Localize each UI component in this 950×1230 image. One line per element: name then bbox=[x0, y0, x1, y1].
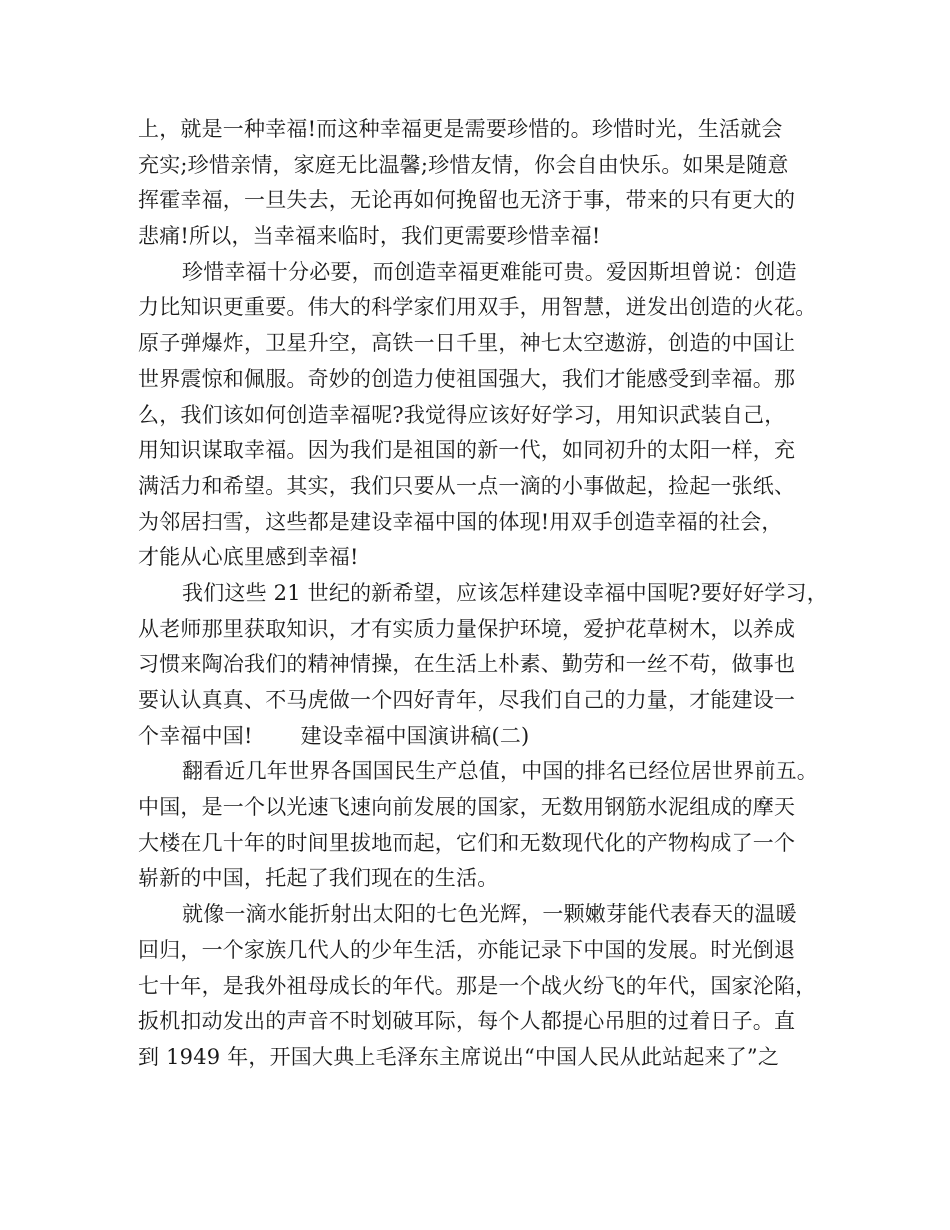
text-line bbox=[138, 719, 828, 755]
document-body bbox=[138, 112, 828, 1076]
text-line: 珍惜幸福十分必要，而创造幸福更难能可贵。爱因斯坦曾说：创造 bbox=[182, 259, 797, 284]
paragraph bbox=[138, 897, 828, 1075]
paragraph bbox=[138, 255, 828, 576]
text-line: 原子弹爆炸，卫星升空，高铁一日千里，神七太空遨游，创造的中国让 bbox=[138, 331, 796, 356]
text-line: 大楼在几十年的时间里拔地而起，它们和无数现代化的产物构成了一个 bbox=[138, 830, 796, 855]
text-line: 翻看近几年世界各国国民生产总值，中国的排名已经位居世界前五。 bbox=[182, 759, 818, 784]
paragraph bbox=[138, 754, 828, 897]
text-line: 挥霍幸福，一旦失去，无论再如何挽留也无济于事，带来的只有更大的 bbox=[138, 188, 796, 213]
text-line: 力比知识更重要。伟大的科学家们用双手，用智慧，迸发出创造的火花。 bbox=[138, 295, 817, 320]
text-line: 充实;珍惜亲情，家庭无比温馨;珍惜友情，你会自由快乐。如果是随意 bbox=[138, 152, 789, 177]
text-line: 习惯来陶冶我们的精神情操，在生活上朴素、勤劳和一丝不苟，做事也 bbox=[138, 652, 796, 677]
paragraph-ending: 个幸福中国! bbox=[138, 723, 253, 748]
text-line: 么，我们该如何创造幸福呢?我觉得应该好好学习，用知识武装自己， bbox=[138, 402, 786, 427]
text-line: 从老师那里获取知识，才有实质力量保护环境，爱护花草树木，以养成 bbox=[138, 616, 796, 641]
text-line: 用知识谋取幸福。因为我们是祖国的新一代，如同初升的太阳一样，充 bbox=[138, 438, 796, 463]
text-line: 崭新的中国，托起了我们现在的生活。 bbox=[138, 866, 499, 891]
text-line: 世界震惊和佩服。奇妙的创造力使祖国强大，我们才能感受到幸福。那 bbox=[138, 366, 796, 391]
text-line: 回归，一个家族几代人的少年生活，亦能记录下中国的发展。时光倒退 bbox=[138, 937, 796, 962]
paragraph bbox=[138, 112, 828, 255]
text-line: 上，就是一种幸福!而这种幸福更是需要珍惜的。珍惜时光，生活就会 bbox=[138, 117, 783, 141]
text-line: 才能从心底里感到幸福! bbox=[138, 545, 359, 570]
text-line: 满活力和希望。其实，我们只要从一点一滴的小事做起，捡起一张纸、 bbox=[138, 473, 796, 498]
text-line: 我们这些 21 世纪的新希望，应该怎样建设幸福中国呢?要好好学习， bbox=[182, 580, 828, 605]
text-line: 就像一滴水能折射出太阳的七色光辉，一颗嫩芽能代表春天的温暖 bbox=[182, 902, 797, 927]
text-line: 到 1949 年，开国大典上毛泽东主席说出“中国人民从此站起来了”之 bbox=[138, 1044, 780, 1069]
text-line: 中国，是一个以光速飞速向前发展的国家，无数用钢筋水泥组成的摩天 bbox=[138, 795, 796, 820]
text-line: 为邻居扫雪，这些都是建设幸福中国的体现!用双手创造幸福的社会， bbox=[138, 509, 783, 534]
text-line: 悲痛!所以，当幸福来临时，我们更需要珍惜幸福! bbox=[138, 224, 601, 249]
text-line: 要认认真真、不马虎做一个四好青年，尽我们自己的力量，才能建设一 bbox=[138, 688, 796, 712]
paragraph bbox=[138, 576, 828, 754]
section-heading: 建设幸福中国演讲稿(二) bbox=[300, 723, 530, 748]
text-line: 七十年，是我外祖母成长的年代。那是一个战火纷飞的年代，国家沦陷， bbox=[138, 973, 817, 998]
text-line: 扳机扣动发出的声音不时划破耳际，每个人都提心吊胆的过着日子。直 bbox=[138, 1009, 796, 1034]
